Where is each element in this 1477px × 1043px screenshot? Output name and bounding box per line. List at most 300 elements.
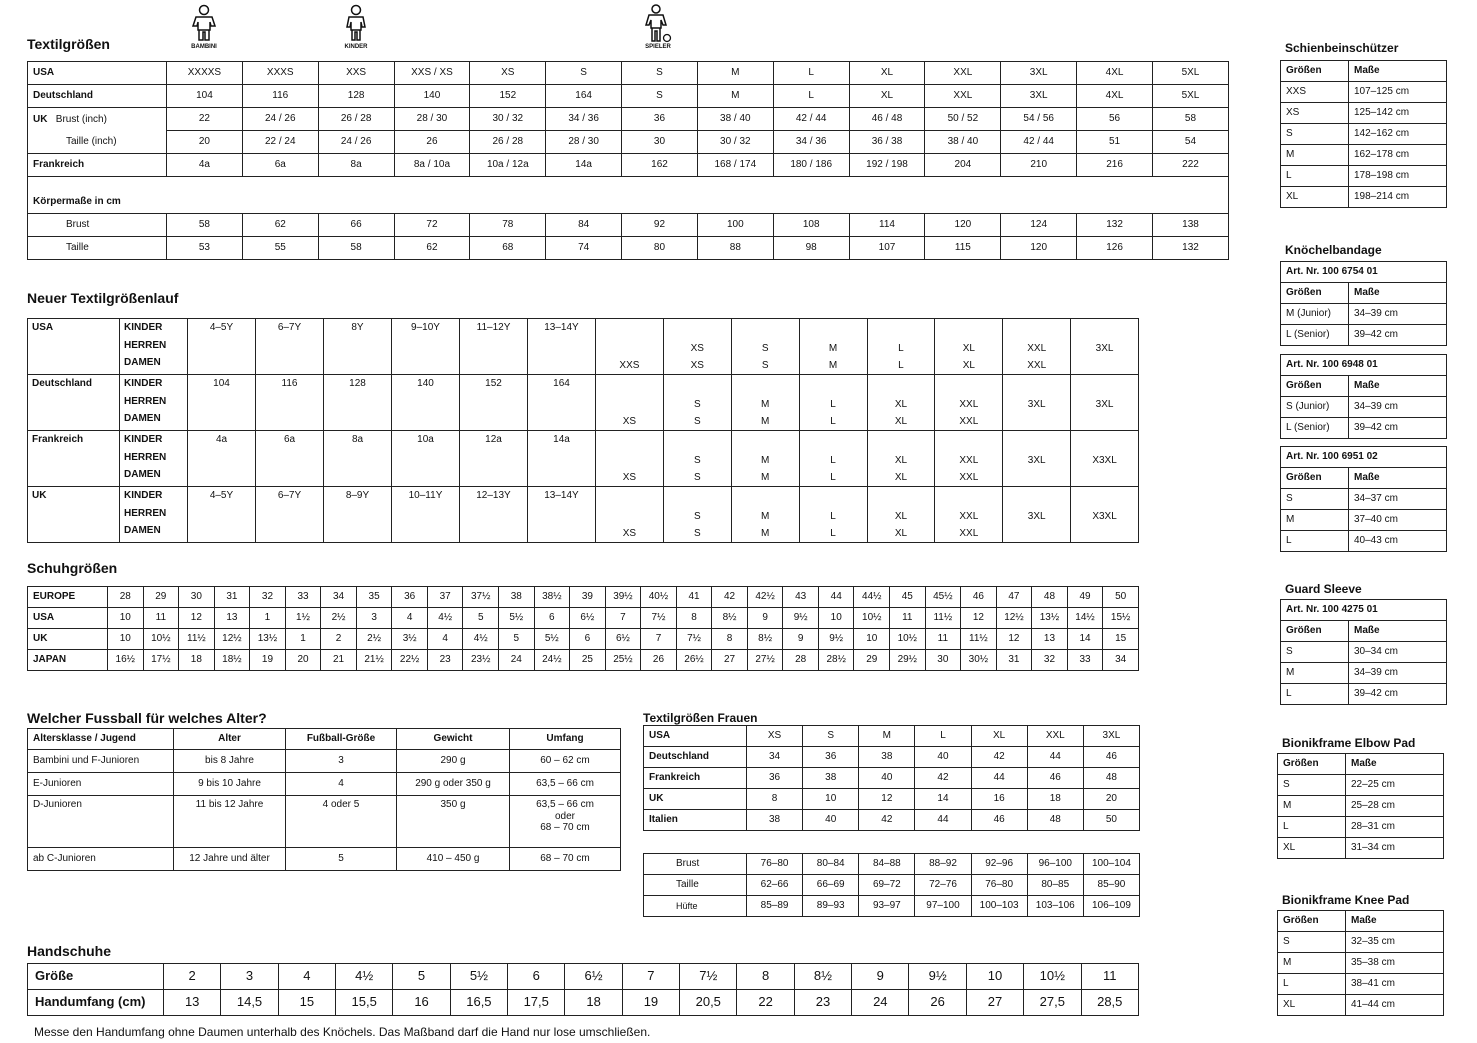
size-cell: 13 bbox=[164, 990, 221, 1016]
measure-cell: 25–28 cm bbox=[1346, 796, 1444, 817]
shoe-size-cell: 34 bbox=[1103, 650, 1139, 671]
table-row bbox=[28, 608, 1139, 629]
adult-size-cell bbox=[663, 375, 731, 431]
size-cell: 162 bbox=[622, 154, 698, 177]
ball-cell bbox=[397, 796, 510, 848]
row-label: USA bbox=[28, 608, 108, 629]
size-cell: 51 bbox=[1077, 131, 1153, 154]
size-cell: S bbox=[1281, 489, 1349, 510]
size-cell: 80–85 bbox=[1027, 875, 1083, 896]
shoe-size-cell: 5 bbox=[499, 629, 535, 650]
size-cell: 22 bbox=[737, 990, 794, 1016]
size-cell: 24 / 26 bbox=[318, 131, 394, 154]
shoe-size-cell: 29 bbox=[854, 650, 890, 671]
shoe-size-cell: 44½ bbox=[854, 587, 890, 608]
size-cell: L bbox=[1278, 974, 1346, 995]
header-cell: Fußball-Größe bbox=[286, 729, 397, 750]
size-cell: 24 / 26 bbox=[242, 108, 318, 131]
group-label: DAMEN bbox=[124, 525, 161, 536]
table-row bbox=[1281, 283, 1447, 304]
taille-label: Taille (inch) bbox=[28, 131, 167, 154]
measure-cell: 107–125 cm bbox=[1349, 82, 1447, 103]
kinder-icon bbox=[336, 4, 376, 52]
header-cell: Maße bbox=[1349, 468, 1447, 489]
group-label: KINDER bbox=[124, 434, 163, 445]
size-cell: S (Junior) bbox=[1281, 397, 1349, 418]
table-row bbox=[1281, 187, 1447, 208]
size-cell: L bbox=[1281, 684, 1349, 705]
herren-size bbox=[598, 340, 661, 357]
size-cell: L (Senior) bbox=[1281, 418, 1349, 439]
table-row bbox=[644, 726, 1140, 747]
shoe-size-cell: 3½ bbox=[392, 629, 428, 650]
row-label: Deutschland bbox=[28, 375, 120, 431]
herren-size: X3XL bbox=[1092, 455, 1117, 466]
shoe-size-cell: 10 bbox=[818, 608, 854, 629]
size-cell: 34 bbox=[747, 747, 803, 768]
herren-size: 3XL bbox=[1027, 511, 1046, 522]
kinder-size-cell: 6a bbox=[256, 431, 324, 487]
shoe-size-cell: 11 bbox=[143, 608, 179, 629]
row-label: USA bbox=[644, 726, 747, 747]
damen-size: S bbox=[693, 528, 701, 539]
shoe-size-cell: 30 bbox=[179, 587, 215, 608]
shoe-size-cell: 21½ bbox=[356, 650, 392, 671]
size-cell: 210 bbox=[1001, 154, 1077, 177]
knoechel-table-3 bbox=[1280, 446, 1447, 552]
art-number: Art. Nr. 100 6951 02 bbox=[1281, 447, 1447, 468]
row-label: Frankreich bbox=[28, 431, 120, 487]
herren-size: L bbox=[898, 343, 904, 354]
table-row bbox=[644, 810, 1140, 831]
shoe-size-cell: 13½ bbox=[250, 629, 286, 650]
size-cell: 126 bbox=[1077, 237, 1153, 260]
size-cell: 100–103 bbox=[971, 896, 1027, 917]
row-label: Deutschland bbox=[644, 747, 747, 768]
table-row bbox=[1281, 82, 1447, 103]
damen-size: XXL bbox=[959, 472, 979, 483]
shoe-size-cell: 29½ bbox=[890, 650, 926, 671]
ball-value: 350 g bbox=[440, 799, 466, 810]
size-cell: 5XL bbox=[1152, 62, 1228, 85]
shoe-size-cell: 16½ bbox=[108, 650, 144, 671]
herren-size: XL bbox=[894, 455, 908, 466]
table-row bbox=[1281, 663, 1447, 684]
adult-size-cell bbox=[867, 375, 935, 431]
shoe-size-cell: 1 bbox=[250, 608, 286, 629]
damen-size bbox=[1005, 525, 1068, 542]
size-cell: 26 / 28 bbox=[470, 131, 546, 154]
table-row bbox=[1281, 600, 1447, 621]
table-row bbox=[1281, 262, 1447, 283]
herren-size: XXL bbox=[959, 399, 979, 410]
adult-size-cell bbox=[596, 487, 664, 543]
size-cell: XXS bbox=[1281, 82, 1349, 103]
koerper-label: Körpermaße in cm bbox=[28, 191, 1229, 214]
adult-size-cell bbox=[1071, 487, 1139, 543]
size-cell: 16,5 bbox=[450, 990, 507, 1016]
frauen-title: Textilgrößen Frauen bbox=[643, 711, 758, 725]
size-cell: 58 bbox=[1152, 108, 1228, 131]
shoe-size-cell: 13 bbox=[1032, 629, 1068, 650]
shoe-size-cell: 49 bbox=[1067, 587, 1103, 608]
row-label: Hüfte bbox=[644, 896, 747, 917]
shoe-size-cell: 44 bbox=[818, 587, 854, 608]
size-cell: 53 bbox=[167, 237, 243, 260]
adult-size-cell bbox=[596, 319, 664, 375]
taille-label: Taille bbox=[28, 237, 167, 260]
ball-cell bbox=[397, 773, 510, 796]
row-label: USA bbox=[28, 62, 167, 85]
size-cell: 55 bbox=[242, 237, 318, 260]
header-cell: Altersklasse / Jugend bbox=[28, 729, 174, 750]
row-label: UK bbox=[644, 789, 747, 810]
size-cell: 88–92 bbox=[915, 854, 971, 875]
size-cell: M bbox=[697, 85, 773, 108]
shoe-size-cell: 28 bbox=[783, 650, 819, 671]
size-cell: S bbox=[546, 62, 622, 85]
table-row bbox=[1278, 838, 1444, 859]
shoe-size-cell: 10 bbox=[854, 629, 890, 650]
size-cell: 96–100 bbox=[1027, 854, 1083, 875]
shoe-size-cell: 38½ bbox=[534, 587, 570, 608]
herren-size: 3XL bbox=[1095, 399, 1114, 410]
size-cell: 42 bbox=[859, 810, 915, 831]
ball-value: D-Junioren bbox=[33, 799, 82, 810]
shoe-size-cell: 12 bbox=[996, 629, 1032, 650]
damen-size: M bbox=[761, 528, 770, 539]
shoe-size-cell: 9 bbox=[747, 608, 783, 629]
adult-size-cell bbox=[731, 375, 799, 431]
shoe-size-cell: 26½ bbox=[676, 650, 712, 671]
size-cell: 164 bbox=[546, 85, 622, 108]
kinder-size-cell: 4a bbox=[188, 431, 256, 487]
ball-value: E-Junioren bbox=[33, 778, 82, 790]
size-cell: 10a / 12a bbox=[470, 154, 546, 177]
size-cell: 100–104 bbox=[1083, 854, 1139, 875]
herren-size: X3XL bbox=[1092, 511, 1117, 522]
size-cell: M bbox=[859, 726, 915, 747]
adult-size-cell bbox=[799, 431, 867, 487]
size-cell: L bbox=[915, 726, 971, 747]
shoe-size-cell: 25½ bbox=[605, 650, 641, 671]
shoe-size-cell: 45½ bbox=[925, 587, 961, 608]
row-label: Deutschland bbox=[28, 85, 167, 108]
shoe-size-cell: 2½ bbox=[321, 608, 357, 629]
shoe-size-cell: 33 bbox=[1067, 650, 1103, 671]
shoe-size-cell: 11½ bbox=[179, 629, 215, 650]
shoe-size-cell: 33 bbox=[285, 587, 321, 608]
size-cell: 9 bbox=[852, 964, 909, 990]
frauen-body-table bbox=[643, 853, 1140, 917]
adult-size-cell bbox=[867, 431, 935, 487]
shoe-size-cell: 9½ bbox=[818, 629, 854, 650]
koerper-row bbox=[28, 191, 1229, 214]
damen-size: XS bbox=[622, 528, 637, 539]
size-cell: XXXS bbox=[242, 62, 318, 85]
table-row bbox=[28, 650, 1139, 671]
size-cell: 84–88 bbox=[859, 854, 915, 875]
shoe-size-cell: 11½ bbox=[961, 629, 997, 650]
size-cell: 80–84 bbox=[803, 854, 859, 875]
ball-value: 63,5 – 66 cm bbox=[536, 778, 594, 790]
adult-size-cell bbox=[596, 375, 664, 431]
shoe-size-cell: 43 bbox=[783, 587, 819, 608]
size-cell: 50 / 52 bbox=[925, 108, 1001, 131]
size-cell: 204 bbox=[925, 154, 1001, 177]
shoe-size-cell: 42 bbox=[712, 587, 748, 608]
shoe-size-cell: 1 bbox=[285, 629, 321, 650]
spieler-icon bbox=[638, 4, 678, 52]
knoechel-table-1 bbox=[1280, 261, 1447, 346]
size-cell: 104 bbox=[167, 85, 243, 108]
ball-value: ab C-Junioren bbox=[33, 853, 96, 865]
ball-cell bbox=[28, 773, 174, 796]
ball-cell bbox=[174, 750, 286, 773]
size-cell: XS bbox=[1281, 103, 1349, 124]
measure-cell: 35–38 cm bbox=[1346, 953, 1444, 974]
size-cell: 3 bbox=[221, 964, 278, 990]
shoe-size-cell: 26 bbox=[641, 650, 677, 671]
herren-size: M bbox=[828, 343, 838, 354]
table-row bbox=[1278, 932, 1444, 953]
adult-size-cell bbox=[1003, 375, 1071, 431]
shoe-size-cell: 42½ bbox=[747, 587, 783, 608]
size-cell: 34 / 36 bbox=[546, 108, 622, 131]
ball-value: 5 bbox=[338, 853, 344, 865]
shoe-size-cell: 5½ bbox=[534, 629, 570, 650]
size-cell: 72–76 bbox=[915, 875, 971, 896]
table-row bbox=[28, 431, 1139, 487]
ball-value: oder bbox=[554, 810, 575, 822]
damen-size: XS bbox=[622, 416, 637, 427]
group-label: HERREN bbox=[124, 451, 167, 463]
table-row bbox=[1281, 304, 1447, 325]
ball-value: 9 bis 10 Jahre bbox=[198, 778, 261, 790]
measure-cell: 142–162 cm bbox=[1349, 124, 1447, 145]
size-cell: XS bbox=[470, 62, 546, 85]
hand-title: Handschuhe bbox=[27, 943, 112, 959]
size-cell: 42 / 44 bbox=[773, 108, 849, 131]
group-label: DAMEN bbox=[124, 469, 161, 480]
size-cell: 58 bbox=[167, 214, 243, 237]
table-row bbox=[1278, 754, 1444, 775]
size-cell: 9½ bbox=[909, 964, 966, 990]
size-cell: 76–80 bbox=[747, 854, 803, 875]
size-cell: 56 bbox=[1077, 108, 1153, 131]
ball-cell bbox=[28, 750, 174, 773]
size-cell: 222 bbox=[1152, 154, 1228, 177]
damen-size bbox=[1073, 469, 1136, 486]
damen-size bbox=[1073, 413, 1136, 430]
table-row bbox=[28, 108, 1229, 131]
table-row bbox=[1281, 489, 1447, 510]
size-cell: 36 bbox=[622, 108, 698, 131]
brust-label: Brust bbox=[28, 214, 167, 237]
row-label: EUROPE bbox=[28, 587, 108, 608]
size-cell: S bbox=[1278, 775, 1346, 796]
herren-size: L bbox=[830, 455, 836, 466]
herren-size: XXL bbox=[959, 455, 979, 466]
elbow-table bbox=[1277, 753, 1444, 859]
kinder-size-cell: 152 bbox=[460, 375, 528, 431]
size-cell: 66–69 bbox=[803, 875, 859, 896]
hand-table bbox=[27, 963, 1139, 1016]
ball-cell bbox=[174, 848, 286, 871]
kinder-size-cell: 4–5Y bbox=[188, 319, 256, 375]
ball-cell bbox=[286, 773, 397, 796]
size-cell: 10 bbox=[966, 964, 1023, 990]
measure-cell: 34–39 cm bbox=[1349, 397, 1447, 418]
size-cell: 24 bbox=[852, 990, 909, 1016]
ball-cell bbox=[510, 773, 621, 796]
kinder-size-cell: 10–11Y bbox=[392, 487, 460, 543]
size-cell: 216 bbox=[1077, 154, 1153, 177]
size-cell: 152 bbox=[470, 85, 546, 108]
spieler-label: SPIELER bbox=[645, 44, 671, 50]
shoe-size-cell: 40½ bbox=[641, 587, 677, 608]
adult-size-cell bbox=[663, 487, 731, 543]
shoe-size-cell: 8½ bbox=[712, 608, 748, 629]
shoe-size-cell: 7 bbox=[641, 629, 677, 650]
size-cell: 36 bbox=[747, 768, 803, 789]
adult-size-cell bbox=[935, 431, 1003, 487]
header-cell: Größen bbox=[1278, 911, 1346, 932]
size-cell: 192 / 198 bbox=[849, 154, 925, 177]
adult-size-cell bbox=[731, 431, 799, 487]
header-cell: Gewicht bbox=[397, 729, 510, 750]
size-cell: 16 bbox=[393, 990, 450, 1016]
ball-value: 12 Jahre und älter bbox=[189, 853, 270, 865]
size-cell: L bbox=[1281, 531, 1349, 552]
size-cell: 76–80 bbox=[971, 875, 1027, 896]
header-cell: Maße bbox=[1349, 61, 1447, 82]
table-row bbox=[1281, 642, 1447, 663]
shoe-size-cell: 27½ bbox=[747, 650, 783, 671]
size-cell: 20 bbox=[167, 131, 243, 154]
size-cell: 58 bbox=[318, 237, 394, 260]
table-row bbox=[644, 789, 1140, 810]
damen-size bbox=[1005, 413, 1068, 430]
kinder-size-cell: 10a bbox=[392, 431, 460, 487]
table-row bbox=[1281, 145, 1447, 166]
size-cell: 140 bbox=[394, 85, 470, 108]
ball-value: 4 bbox=[338, 778, 344, 790]
kinder-size-cell: 6–7Y bbox=[256, 487, 324, 543]
herren-size bbox=[598, 452, 661, 469]
size-cell: 10 bbox=[803, 789, 859, 810]
size-cell: XL bbox=[1278, 838, 1346, 859]
header-cell: Größen bbox=[1281, 468, 1349, 489]
shoe-size-cell: 48 bbox=[1032, 587, 1068, 608]
size-cell: L bbox=[1278, 817, 1346, 838]
measure-cell: 39–42 cm bbox=[1349, 325, 1447, 346]
uk-label: UK bbox=[33, 113, 48, 125]
schien-table bbox=[1280, 60, 1447, 208]
size-cell: XXL bbox=[925, 85, 1001, 108]
size-cell: 3XL bbox=[1083, 726, 1139, 747]
size-cell: 19 bbox=[622, 990, 679, 1016]
size-cell: XXS bbox=[318, 62, 394, 85]
table-row bbox=[28, 750, 621, 773]
size-cell: L bbox=[773, 62, 849, 85]
damen-size: L bbox=[830, 472, 836, 483]
size-cell: 62 bbox=[394, 237, 470, 260]
group-label: DAMEN bbox=[124, 413, 161, 424]
ball-value: 68 – 70 cm bbox=[540, 822, 590, 833]
table-row bbox=[1281, 61, 1447, 82]
shoe-size-cell: 3 bbox=[356, 608, 392, 629]
adult-size-cell bbox=[867, 319, 935, 375]
size-cell: 54 / 56 bbox=[1001, 108, 1077, 131]
ball-value: 290 g oder 350 g bbox=[415, 778, 491, 790]
size-cell: 107 bbox=[849, 237, 925, 260]
ball-value: 3 bbox=[338, 755, 344, 767]
size-cell: 34 / 36 bbox=[773, 131, 849, 154]
table-row bbox=[1281, 166, 1447, 187]
size-cell: 68 bbox=[470, 237, 546, 260]
size-cell: 28 / 30 bbox=[394, 108, 470, 131]
row-label: USA bbox=[28, 319, 120, 375]
bambini-label: BAMBINI bbox=[191, 44, 217, 50]
size-cell: 5½ bbox=[450, 964, 507, 990]
table-row bbox=[28, 629, 1139, 650]
size-cell: 12 bbox=[859, 789, 915, 810]
header-cell: Größen bbox=[1281, 283, 1349, 304]
size-cell: S bbox=[622, 62, 698, 85]
table-row bbox=[28, 729, 621, 750]
header-cell: Alter bbox=[174, 729, 286, 750]
shoe-size-cell: 39½ bbox=[605, 587, 641, 608]
adult-size-cell bbox=[1003, 431, 1071, 487]
size-cell: 103–106 bbox=[1027, 896, 1083, 917]
size-cell: 5XL bbox=[1152, 85, 1228, 108]
herren-size: M bbox=[761, 511, 770, 522]
shoe-size-cell: 2 bbox=[321, 629, 357, 650]
row-label bbox=[28, 108, 167, 131]
herren-size: 3XL bbox=[1095, 343, 1114, 354]
size-cell: XXL bbox=[1027, 726, 1083, 747]
size-cell: 27 bbox=[966, 990, 1023, 1016]
shoe-size-cell: 9 bbox=[783, 629, 819, 650]
shoe-size-cell: 34 bbox=[321, 587, 357, 608]
shoe-size-cell: 6½ bbox=[605, 629, 641, 650]
art-number: Art. Nr. 100 6754 01 bbox=[1281, 262, 1447, 283]
group-label: HERREN bbox=[124, 395, 167, 407]
shoe-size-cell: 10 bbox=[108, 608, 144, 629]
damen-size: XL bbox=[894, 472, 908, 483]
herren-size: L bbox=[830, 399, 836, 410]
guard-table bbox=[1280, 599, 1447, 705]
size-cell: 42 / 44 bbox=[1001, 131, 1077, 154]
measure-cell: 37–40 cm bbox=[1349, 510, 1447, 531]
herren-size: 3XL bbox=[1027, 455, 1046, 466]
adult-size-cell bbox=[935, 319, 1003, 375]
measure-cell: 22–25 cm bbox=[1346, 775, 1444, 796]
size-cell: XL bbox=[849, 62, 925, 85]
size-cell: S bbox=[1281, 642, 1349, 663]
herren-size: XL bbox=[894, 399, 908, 410]
size-cell: 98 bbox=[773, 237, 849, 260]
size-cell: 124 bbox=[1001, 214, 1077, 237]
shoe-size-cell: 21 bbox=[321, 650, 357, 671]
size-cell: M bbox=[1278, 796, 1346, 817]
fussball-title: Welcher Fussball für welches Alter? bbox=[27, 710, 267, 726]
table-row bbox=[1281, 397, 1447, 418]
size-cell: XL bbox=[849, 85, 925, 108]
herren-size: XXL bbox=[959, 511, 979, 522]
adult-size-cell bbox=[596, 431, 664, 487]
